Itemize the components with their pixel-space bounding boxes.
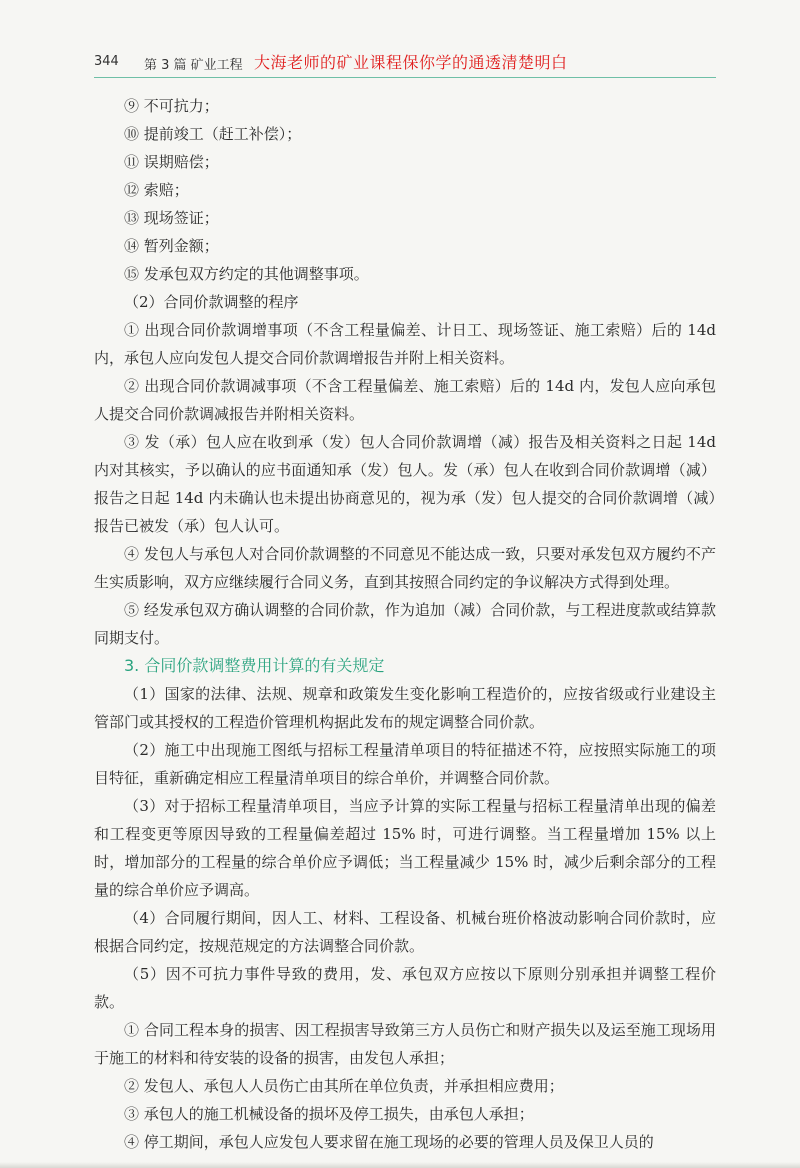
paragraph: ② 出现合同价款调减事项（不含工程量偏差、施工索赔）后的 14d 内，发包人应向承包人提交合同价款调减报告并附相关资料。 <box>94 377 716 423</box>
paragraph: （3）对于招标工程量清单项目，当应予计算的实际工程量与招标工程量清单出现的偏差和工程变更等原因导致的工程量偏差超过 15% 时，可进行调整。当工程量增加 15% 以上时，增加部分的工程量的综合单价应予调低；当工程量减少 15% 时，减少后剩余部分的工程量的综合单价应予调高。 <box>94 797 716 899</box>
paragraph: ③ 承包人的施工机械设备的损坏及停工损失，由承包人承担； <box>124 1105 534 1123</box>
header-divider <box>94 77 716 78</box>
paragraph: ④ 停工期间，承包人应发包人要求留在施工现场的必要的管理人员及保卫人员的 <box>124 1133 654 1151</box>
list-item: ⑨ 不可抗力； <box>124 97 219 115</box>
chapter-title: 第 3 篇 矿业工程 <box>144 58 243 73</box>
page-edge-shadow <box>0 1162 800 1168</box>
list-item: ⑫ 索赔； <box>124 181 189 199</box>
paragraph: ⑤ 经发承包双方确认调整的合同价款，作为追加（减）合同价款，与工程进度款或结算款同期支付。 <box>94 601 716 647</box>
paragraph: （5）因不可抗力事件导致的费用，发、承包双方应按以下原则分别承担并调整工程价款。 <box>94 965 716 1011</box>
paragraph: ① 出现合同价款调增事项（不含工程量偏差、计日工、现场签证、施工索赔）后的 14d 内，承包人应向发包人提交合同价款调增报告并附上相关资料。 <box>94 321 716 367</box>
page-header <box>94 50 714 76</box>
list-item: ⑪ 误期赔偿； <box>124 153 219 171</box>
paragraph: ① 合同工程本身的损害、因工程损害导致第三方人员伤亡和财产损失以及运至施工现场用于施工的材料和待安装的设备的损害，由发包人承担； <box>94 1021 716 1067</box>
paragraph: ③ 发（承）包人应在收到承（发）包人合同价款调增（减）报告及相关资料之日起 14d 内对其核实，予以确认的应书面通知承（发）包人。发（承）包人在收到合同价款调增（减）报告之日起 14d 内未确认也未提出协商意见的，视为承（发）包人提交的合同价款调增（减）报告已被发（承）包人认可。 <box>94 433 716 535</box>
paragraph: （4）合同履行期间，因人工、材料、工程设备、机械台班价格波动影响合同价款时，应根据合同约定，按规范规定的方法调整合同价款。 <box>94 909 716 955</box>
paragraph: （2）施工中出现施工图纸与招标工程量清单项目的特征描述不符，应按照实际施工的项目特征，重新确定相应工程量清单项目的综合单价，并调整合同价款。 <box>94 741 716 787</box>
list-item: ⑩ 提前竣工（赶工补偿）； <box>124 125 302 143</box>
procedure-heading: （2）合同价款调整的程序 <box>124 293 299 311</box>
body-text <box>94 92 716 1156</box>
section-heading: 3. 合同价款调整费用计算的有关规定 <box>124 656 385 675</box>
list-item: ⑭ 暂列金额； <box>124 237 219 255</box>
page-number: 344 <box>94 54 119 69</box>
paragraph: ② 发包人、承包人人员伤亡由其所在单位负责，并承担相应费用； <box>124 1077 564 1095</box>
paragraph: （1）国家的法律、法规、规章和政策发生变化影响工程造价的，应按省级或行业建设主管部门或其授权的工程造价管理机构据此发布的规定调整合同价款。 <box>94 685 716 731</box>
watermark-text: 大海老师的矿业课程保你学的通透清楚明白 <box>254 53 568 72</box>
list-item: ⑬ 现场签证； <box>124 209 219 227</box>
list-item: ⑮ 发承包双方约定的其他调整事项。 <box>124 265 369 283</box>
paragraph: ④ 发包人与承包人对合同价款调整的不同意见不能达成一致，只要对承发包双方履约不产生实质影响，双方应继续履行合同义务，直到其按照合同约定的争议解决方式得到处理。 <box>94 545 716 591</box>
